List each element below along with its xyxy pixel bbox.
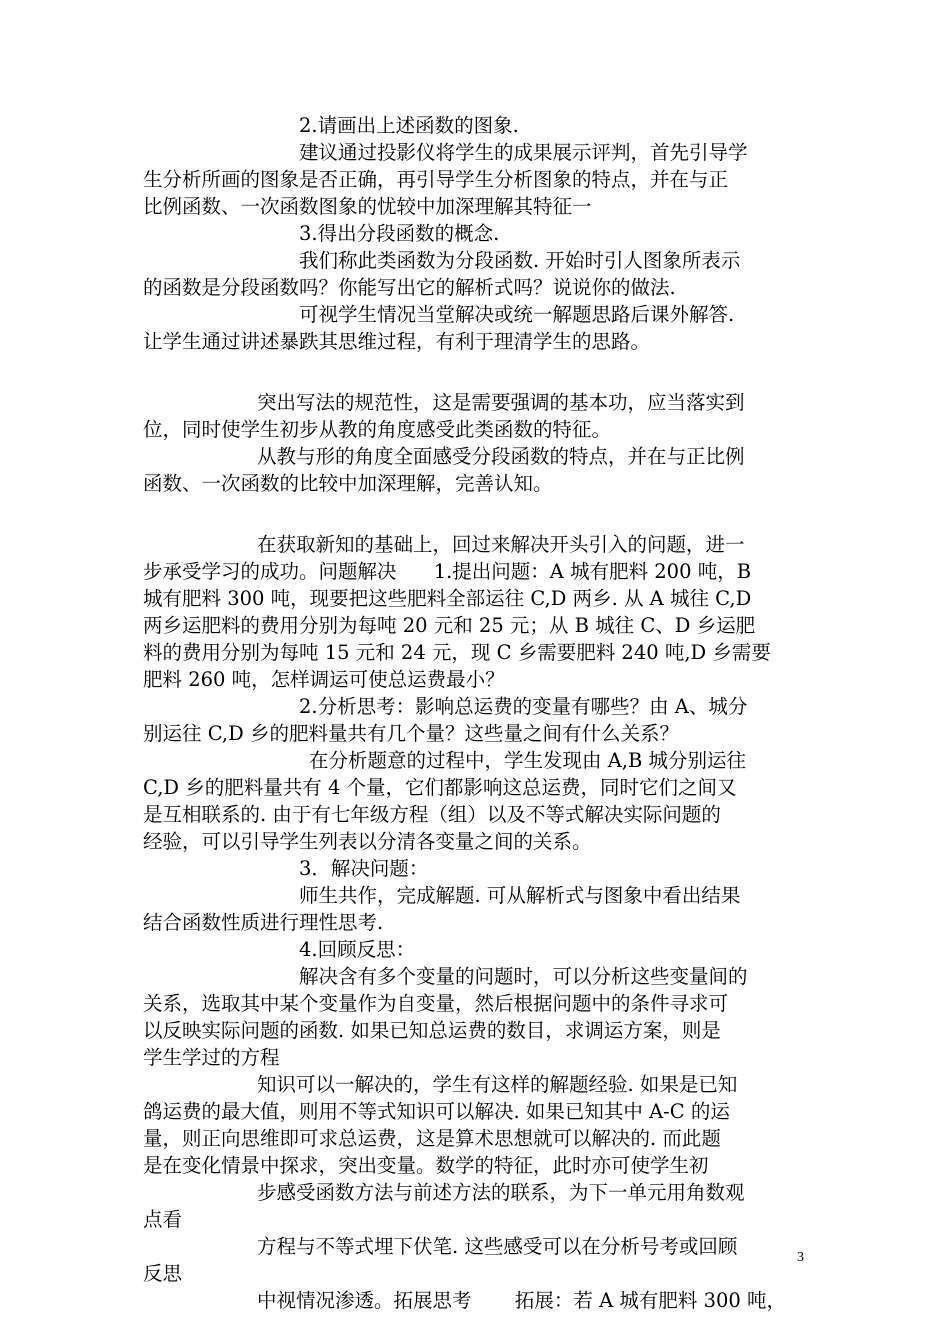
- paragraph-line: 是在变化情景中探求，突出变量。数学的特征，此时亦可使学生初: [143, 1154, 709, 1177]
- paragraph-line: 两乡运肥料的费用分别为每吨 20 元和 25 元；从 B 城往 C、D 乡运肥: [143, 614, 756, 637]
- paragraph-line: 2.请画出上述函数的图象.: [299, 114, 519, 137]
- body-text: [143, 112, 810, 1314]
- paragraph-line: 料的费用分别为每吨 15 元和 24 元，现 C 乡需要肥料 240 吨,D 乡需要: [143, 641, 771, 664]
- paragraph-line: 反思: [143, 1262, 183, 1285]
- paragraph-line: 中视情况渗透。拓展思考 拓展：若 A 城有肥料 300 吨，: [257, 1289, 786, 1312]
- paragraph-line: 别运往 C,D 乡的肥料量共有几个量？这些量之间有什么关系？: [143, 722, 679, 745]
- paragraph-line: 在获取新知的基础上，回过来解决开头引入的问题，进一: [257, 533, 745, 556]
- paragraph-line: 鸽运费的最大值，则用不等式知识可以解决. 如果已知其中 A-C 的运: [143, 1100, 730, 1123]
- paragraph-line: 知识可以一解决的，学生有这样的解题经验. 如果是已知: [257, 1073, 738, 1096]
- paragraph-line: 建议通过投影仪将学生的成果展示评判，首先引导学: [299, 141, 748, 164]
- paragraph-line: 师生共作，完成解题. 可从解析式与图象中看出结果: [299, 884, 741, 907]
- paragraph-line: 肥料 260 吨，怎样调运可使总运费最小？: [143, 668, 505, 691]
- paragraph-line: 我们称此类函数为分段函数. 开始时引人图象所表示: [299, 249, 741, 272]
- paragraph-line: 突出写法的规范性，这是需要强调的基本功，应当落实到: [257, 391, 745, 414]
- paragraph-line: 3．解决问题：: [299, 857, 429, 880]
- paragraph-line: 方程与不等式埋下伏笔. 这些感受可以在分析号考或回顾: [257, 1235, 738, 1258]
- paragraph-line: 从教与形的角度全面感受分段函数的特点，并在与正比例: [257, 445, 745, 468]
- paragraph-line: 2.分析思考：影响总运费的变量有哪些？由 A、城分: [299, 695, 748, 718]
- paragraph-line: 3.得出分段函数的概念.: [299, 222, 500, 245]
- paragraph-line: 经验，可以引导学生列表以分清各变量之间的关系。: [143, 830, 592, 853]
- paragraph-line: 位，同时使学生初步从教的角度感受此类函数的特征。: [143, 418, 612, 441]
- paragraph-line: 是互相联系的. 由于有七年级方程（组）以及不等式解决实际问题的: [143, 803, 721, 826]
- paragraph-line: C,D 乡的肥料量共有 4 个量，它们都影响这总运费，同时它们之间又: [143, 776, 737, 799]
- paragraph-line: 函数、一次函数的比较中加深理解，完善认知。: [143, 472, 553, 495]
- paragraph-line: 4.回顾反思：: [299, 938, 416, 961]
- paragraph-line: 学生学过的方程: [143, 1046, 280, 1069]
- paragraph-line: 在分析题意的过程中，学生发现由 A,B 城分别运往: [309, 749, 747, 772]
- paragraph-line: 步承受学习的成功。问题解决 1.提出问题：A 城有肥料 200 吨，B: [143, 560, 752, 583]
- page-number: 3: [797, 1250, 804, 1265]
- paragraph-line: 生分析所画的图象是否正确，再引导学生分析图象的特点，并在与正: [143, 168, 729, 191]
- paragraph-line: 量，则正向思维即可求总运费，这是算术思想就可以解决的. 而此题: [143, 1127, 721, 1150]
- paragraph-line: 可视学生情况当堂解决或统一解题思路后课外解答.: [299, 303, 735, 326]
- paragraph-line: 让学生通过讲述暴跌其思维过程，有利于理清学生的思路。: [143, 330, 651, 353]
- paragraph-line: 关系，选取其中某个变量作为自变量，然后根据问题中的条件寻求可: [143, 992, 729, 1015]
- paragraph-gap: [143, 355, 810, 389]
- paragraph-line: 结合函数性质进行理性思考.: [143, 911, 384, 934]
- paragraph-line: 以反映实际问题的函数. 如果已知总运费的数目，求调运方案，则是: [143, 1019, 721, 1042]
- paragraph-line: 解决含有多个变量的问题时，可以分析这些变量间的: [299, 965, 748, 988]
- paragraph-line: 比例函数、一次函数图象的忧较中加深理解其特征一: [143, 195, 592, 218]
- paragraph-line: 点看: [143, 1208, 183, 1231]
- paragraph-line: 步感受函数方法与前述方法的联系，为下一单元用角数观: [257, 1181, 745, 1204]
- paragraph-line: 的函数是分段函数吗？你能写出它的解析式吗？说说你的做法.: [143, 276, 676, 299]
- paragraph-line: 城有肥料 300 吨，现要把这些肥料全部运往 C,D 两乡. 从 A 城往 C,D: [143, 587, 752, 610]
- paragraph-gap: [143, 497, 810, 531]
